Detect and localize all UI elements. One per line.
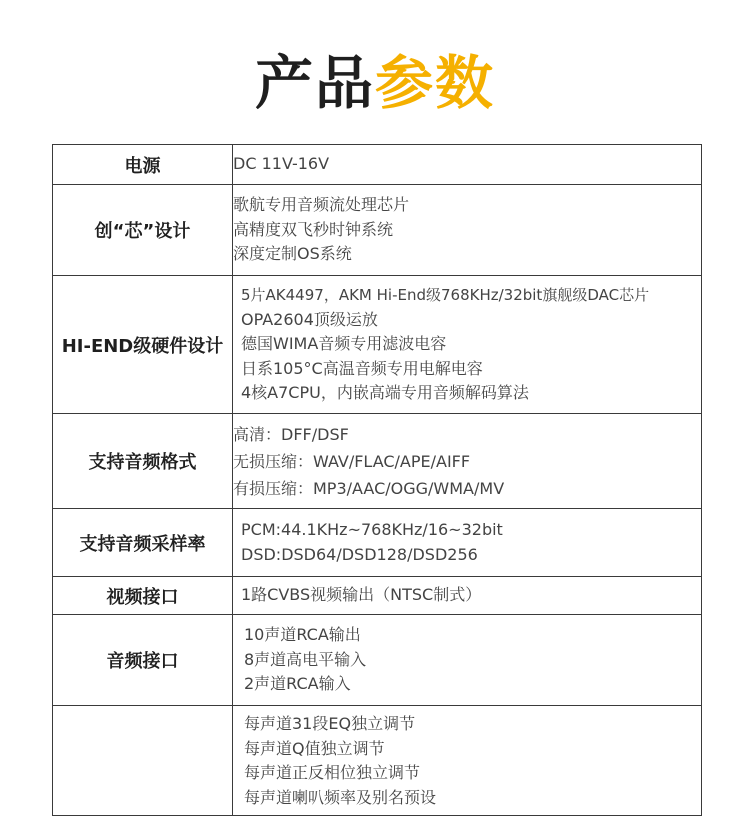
- row-value: [233, 145, 702, 185]
- value-line: 5片AK4497，AKM Hi-End级768KHz/32bit旗舰级DAC芯片: [241, 286, 650, 305]
- row-value: [233, 276, 702, 414]
- value-line: PCM:44.1KHz~768KHz/16~32bit: [241, 520, 503, 539]
- table-row: [53, 577, 702, 615]
- value-line: 1路CVBS视频输出（NTSC制式）: [241, 585, 482, 605]
- value-line: DSD:DSD64/DSD128/DSD256: [241, 544, 478, 564]
- value-line: 10声道RCA输出: [244, 625, 361, 645]
- row-value: [233, 509, 702, 577]
- value-line: OPA2604顶级运放: [241, 309, 378, 329]
- table-row: [53, 706, 702, 816]
- value-line: 每声道31段EQ独立调节: [244, 714, 416, 733]
- value-line: 4核A7CPU，内嵌高端专用音频解码算法: [241, 383, 529, 403]
- row-label: 电源: [53, 145, 233, 185]
- row-label: 创“芯”设计: [53, 185, 233, 276]
- value-line: 德国WIMA音频专用滤波电容: [241, 334, 447, 354]
- value-line: 日系105°C高温音频专用电解电容: [241, 358, 483, 378]
- value-line: 深度定制OS系统: [233, 244, 352, 264]
- row-value: [233, 577, 702, 615]
- title-part-params: 参数: [375, 49, 496, 117]
- page-title: [0, 50, 750, 116]
- table-row: [53, 414, 702, 509]
- spec-table: [52, 144, 702, 816]
- value-line: 每声道正反相位独立调节: [244, 763, 421, 782]
- value-line: 8声道高电平输入: [244, 649, 367, 669]
- value-line: 高清：DFF/DSF: [233, 424, 349, 444]
- value-line: 2声道RCA输入: [244, 674, 351, 694]
- value-line: 每声道Q值独立调节: [244, 738, 385, 758]
- row-label: 视频接口: [53, 577, 233, 615]
- table-row: [53, 509, 702, 577]
- table-row: [53, 615, 702, 706]
- title-part-product: 产品: [254, 49, 375, 117]
- table-row: [53, 185, 702, 276]
- row-value: [233, 414, 702, 509]
- value-line: DC 11V-16V: [233, 154, 330, 174]
- value-line: 无损压缩：WAV/FLAC/APE/AIFF: [233, 451, 471, 471]
- value-line: 每声道喇叭频率及别名预设: [244, 787, 437, 807]
- row-label: 音频接口: [53, 615, 233, 706]
- value-line: 歌航专用音频流处理芯片: [233, 195, 410, 215]
- row-value: [233, 615, 702, 706]
- value-line: 有损压缩：MP3/AAC/OGG/WMA/MV: [233, 478, 505, 498]
- value-line: 高精度双飞秒时钟系统: [233, 219, 394, 239]
- table-row: [53, 276, 702, 414]
- row-value: [233, 185, 702, 276]
- row-value: [233, 706, 702, 816]
- row-label: HI-END级硬件设计: [53, 276, 233, 414]
- row-label: [53, 706, 233, 816]
- row-label: 支持音频格式: [53, 414, 233, 509]
- row-label: 支持音频采样率: [53, 509, 233, 577]
- table-row: [53, 145, 702, 185]
